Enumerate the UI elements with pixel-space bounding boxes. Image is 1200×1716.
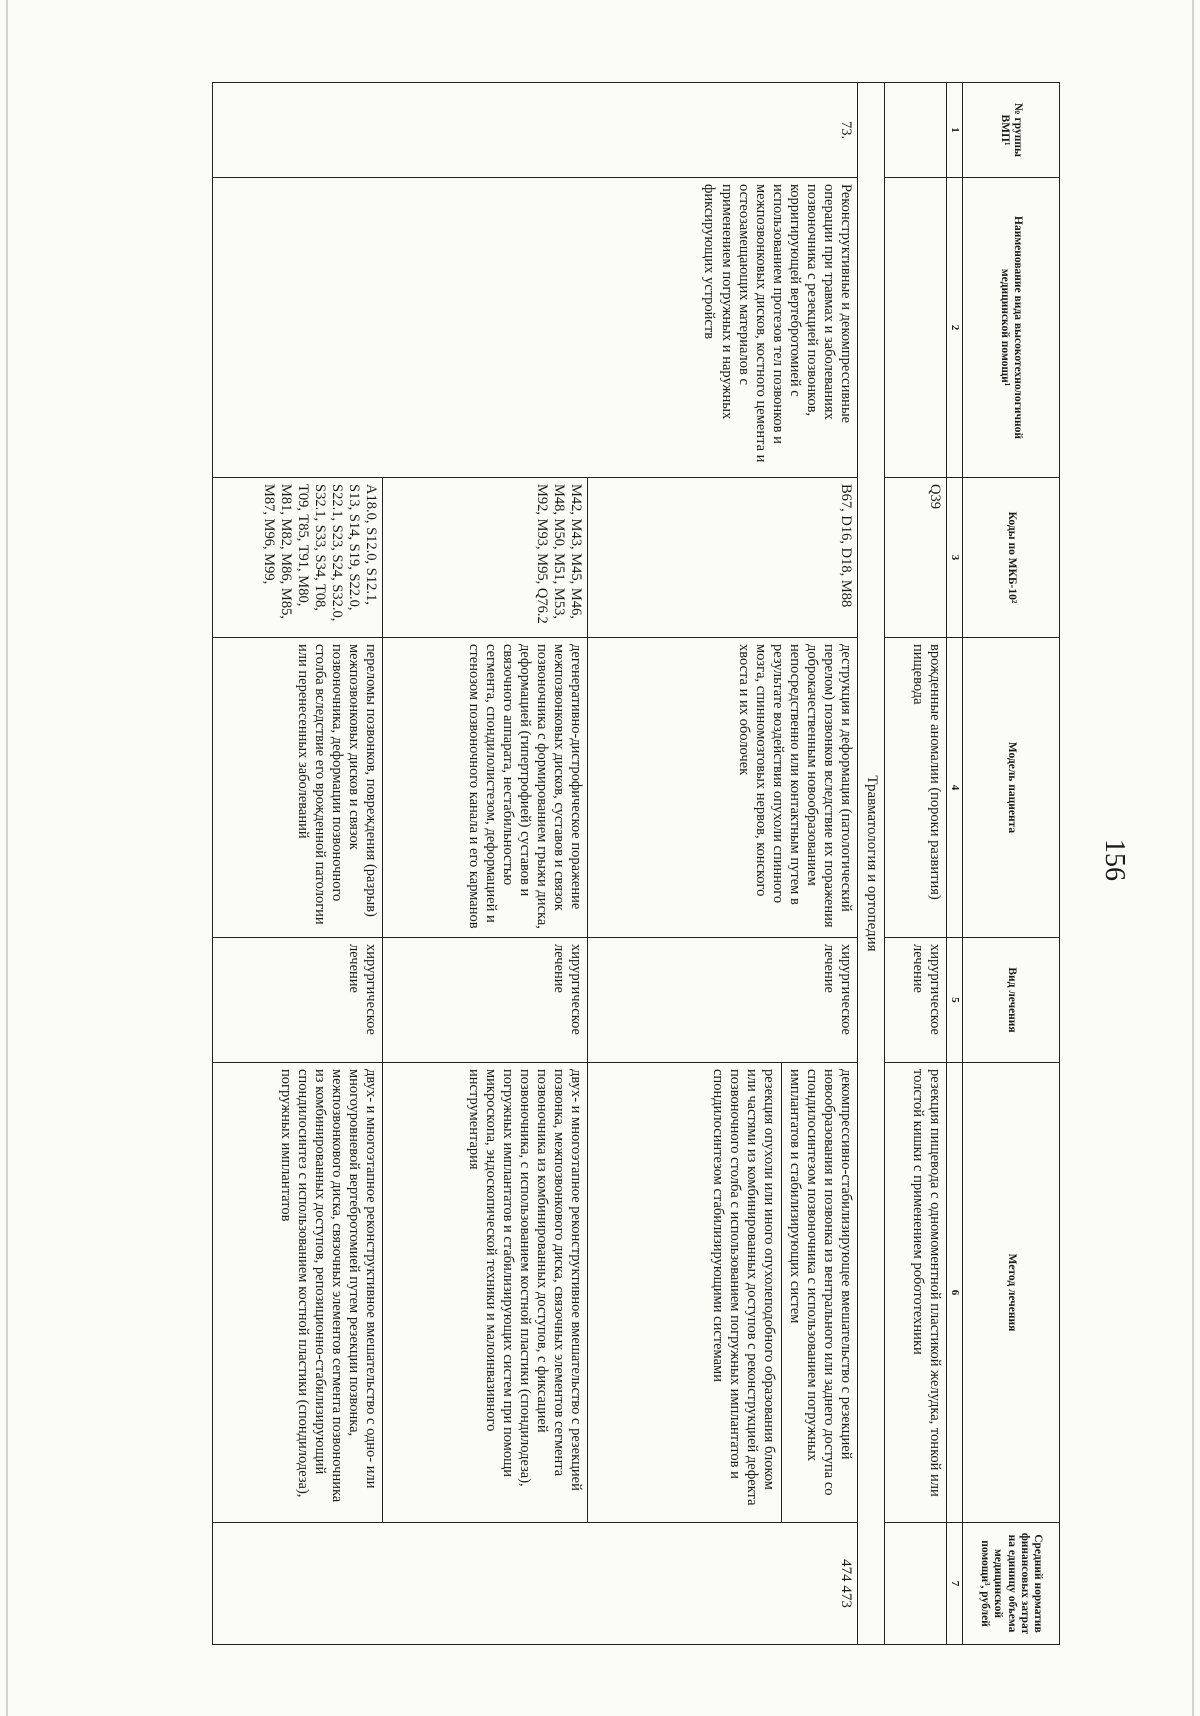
treatment-type-cell: хирургическое лечение xyxy=(383,938,588,1063)
treatment-method-text: декомпрессивно-стабилизирующее вмешательство с резекцией новообразования и позвонка из вентрального или заднего доступа со спондилосинтезом позвоночника с использованием погружных имплантатов и стабилизирующих систем xyxy=(787,1069,855,1496)
header-row xyxy=(963,83,1060,1645)
treatment-method-cell xyxy=(588,1063,858,1523)
treatment-type-cell: хирургическое лечение xyxy=(588,938,858,1063)
table-row xyxy=(588,83,858,1645)
header-icd-codes: Коды по МКБ-10² xyxy=(963,478,1060,638)
column-number: 1 xyxy=(947,83,963,178)
group-number-cell: 73. xyxy=(213,83,858,178)
vmp-table xyxy=(212,82,1060,1645)
column-number: 3 xyxy=(947,478,963,638)
column-number: 5 xyxy=(947,938,963,1063)
treatment-method-text: резекция опухоли или иного опухолеподобного образования блоком или частями из комбинированных доступов с реконструкцией дефекта позвоночного столба с использованием погружных имплантатов и спондилосинтезом стабилизирующими системами xyxy=(708,1063,781,1522)
vmp-name-cell: Реконструктивные и декомпрессивные операции при травмах и заболеваниях позвоночника с резекцией позвонков, корригирующей вертебротомией с использованием протезов тел позвонков и межпозвонковых дисков, костного цемента и остеозамещающих материалов с применением погружных и наружных фиксирующих устройств xyxy=(213,178,858,478)
table-row xyxy=(885,83,947,1645)
column-number: 6 xyxy=(947,1063,963,1523)
patient-model-cell: дегенеративно-дистрофическое поражение межпозвонковых дисков, суставов и связок позвоночника с формированием грыжи диска, деформацией (гипертрофией) суставов и связочного аппарата, нестабильностью сегмента, спондилолистезом, деформацией и стенозом позвоночного канала и его карманов xyxy=(383,638,588,938)
cost-cell xyxy=(885,1523,947,1645)
icd-codes-cell: Q39 xyxy=(885,478,947,638)
header-treatment-method: Метод лечения xyxy=(963,1063,1060,1523)
treatment-method-cell: двух- и многоэтапное реконструктивное вмешательство с одно- или многоуровневой вертебротомией путем резекции позвонка, межпозвонкового диска, связочных элементов сегмента позвоночника из комбинированных доступов, репозиционно-стабилизирующий спондилосинтез с использованием костной пластики (спондилодеза), погружных имплантатов xyxy=(213,1063,383,1523)
column-number-row xyxy=(947,83,963,1645)
column-number: 7 xyxy=(947,1523,963,1645)
column-number: 2 xyxy=(947,178,963,478)
icd-codes-cell: A18.0, S12.0, S12.1, S13, S14, S19, S22.0, S22.1, S23, S24, S32.0, S32.1, S33, S34, T08, T09, T85, T91, M80, M81, M82, M86, M85, M87, M96, M99, xyxy=(213,478,383,638)
patient-model-cell: врожденные аномалии (пороки развития) пищевода xyxy=(885,638,947,938)
header-treatment-type: Вид лечения xyxy=(963,938,1060,1063)
vmp-name-cell xyxy=(885,178,947,478)
section-row xyxy=(858,83,885,1645)
treatment-type-cell: хирургическое лечение xyxy=(213,938,383,1063)
header-vmp-name: Наименование вида высокотехнологичной медицинской помощи¹ xyxy=(963,178,1060,478)
group-number-cell xyxy=(885,83,947,178)
scan-artifact xyxy=(1192,0,1194,1716)
icd-codes-cell: B67, D16, D18, M88 xyxy=(588,478,858,638)
header-cost: Средний норматив финансовых затрат на единицу объема медицинской помощи³, рублей xyxy=(963,1523,1060,1645)
cost-cell: 474 473 xyxy=(213,1523,858,1645)
patient-model-cell: деструкция и деформация (патологический перелом) позвонков вследствие их поражения доброкачественным новообразованием непосредственно или контактным путем в результате воздействия опухоли спинного мозга, спинномозговых нервов, конского хвоста и их оболочек xyxy=(588,638,858,938)
icd-codes-cell: M42, M43, M45, M46, M48, M50, M51, M53, M92, M93, M95, Q76.2 xyxy=(383,478,588,638)
header-patient-model: Модель пациента xyxy=(963,638,1060,938)
treatment-type-cell: хирургическое лечение xyxy=(885,938,947,1063)
patient-model-cell: переломы позвонков, повреждения (разрыв) межпозвонковых дисков и связок позвоночника, деформации позвоночного столба вследствие его врожденной патологии или перенесенных заболеваний xyxy=(213,638,383,938)
treatment-method-cell: резекция пищевода с одномоментной пластикой желудка, тонкой или толстой кишки с применением робототехники xyxy=(885,1063,947,1523)
scan-artifact xyxy=(6,0,8,1716)
page-number: 156 xyxy=(1099,839,1130,881)
section-title: Травматология и ортопедия xyxy=(858,83,885,1645)
header-group-number: № группы ВМП¹ xyxy=(963,83,1060,178)
column-number: 4 xyxy=(947,638,963,938)
treatment-method-cell: двух- и многоэтапное реконструктивное вмешательство с резекцией позвонка, межпозвонкового диска, связочных элементов сегмента позвоночника из комбинированных доступов, с фиксацией позвоночника, с использованием костной пластики (спондилодеза), погружных имплантатов и стабилизирующих систем при помощи микроскопа, эндоскопической техники и малоинвазивного инструментария xyxy=(383,1063,588,1523)
